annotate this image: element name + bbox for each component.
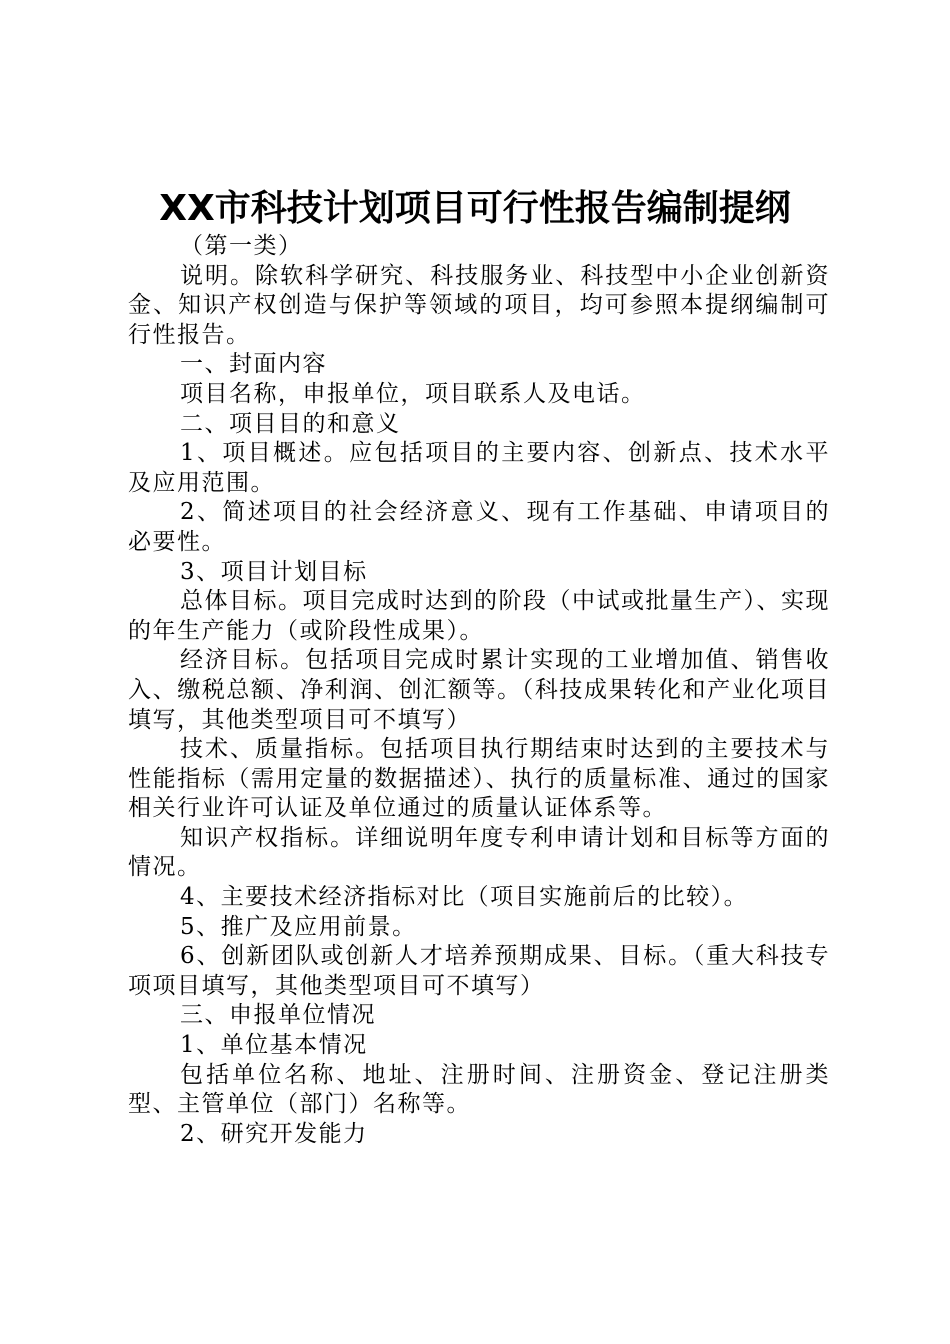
paragraph-overall-target: 总体目标。项目完成时达到的阶段（中试或批量生产）、实现的年生产能力（或阶段性成果）。 [128, 588, 830, 644]
paragraph-project-overview: 1、项目概述。应包括项目的主要内容、创新点、技术水平及应用范围。 [128, 440, 830, 496]
heading-basic-info: 1、单位基本情况 [180, 1032, 368, 1059]
paragraph-innovation-team: 6、创新团队或创新人才培养预期成果、目标。（重大科技专项项目填写，其他类型项目可不填写） [128, 943, 830, 999]
paragraph-technical-quality-indicators: 技术、质量指标。包括项目执行期结束时达到的主要技术与性能指标（需用定量的数据描述）、执行的质量标准、通过的国家相关行业许可认证及单位通过的质量认证体系等。 [128, 736, 830, 822]
heading-rd-capability: 2、研究开发能力 [180, 1120, 368, 1147]
paragraph-ip-indicators: 知识产权指标。详细说明年度专利申请计划和目标等方面的情况。 [128, 824, 830, 881]
paragraph-category: （第一类） [180, 233, 303, 259]
paragraph-cover-items: 项目名称，申报单位，项目联系人及电话。 [180, 380, 646, 407]
paragraph-explanation: 说明。除软科学研究、科技服务业、科技型中小企业创新资金、知识产权创造与保护等领域的项目，均可参照本提纲编制可行性报告。 [128, 262, 830, 348]
paragraph-social-economic-significance: 2、简述项目的社会经济意义、现有工作基础、申请项目的必要性。 [128, 499, 830, 555]
document-body [128, 232, 830, 1149]
heading-cover-content: 一、封面内容 [180, 351, 327, 378]
document-title: XX市科技计划项目可行性报告编制提纲 [159, 188, 791, 229]
heading-purpose-significance: 二、项目目的和意义 [180, 410, 401, 437]
heading-applicant-info: 三、申报单位情况 [180, 1002, 376, 1029]
paragraph-application-prospects: 5、推广及应用前景。 [180, 913, 417, 940]
paragraph-economic-target: 经济目标。包括项目完成时累计实现的工业增加值、销售收入、缴税总额、净利润、创汇额等。（科技成果转化和产业化项目填写，其他类型项目可不填写） [128, 647, 830, 733]
paragraph-basic-info-details: 包括单位名称、地址、注册时间、注册资金、登记注册类型、主管单位（部门）名称等。 [128, 1061, 830, 1118]
heading-plan-targets: 3、项目计划目标 [180, 558, 368, 585]
paragraph-indicator-comparison: 4、主要技术经济指标对比（项目实施前后的比较）。 [180, 884, 749, 911]
